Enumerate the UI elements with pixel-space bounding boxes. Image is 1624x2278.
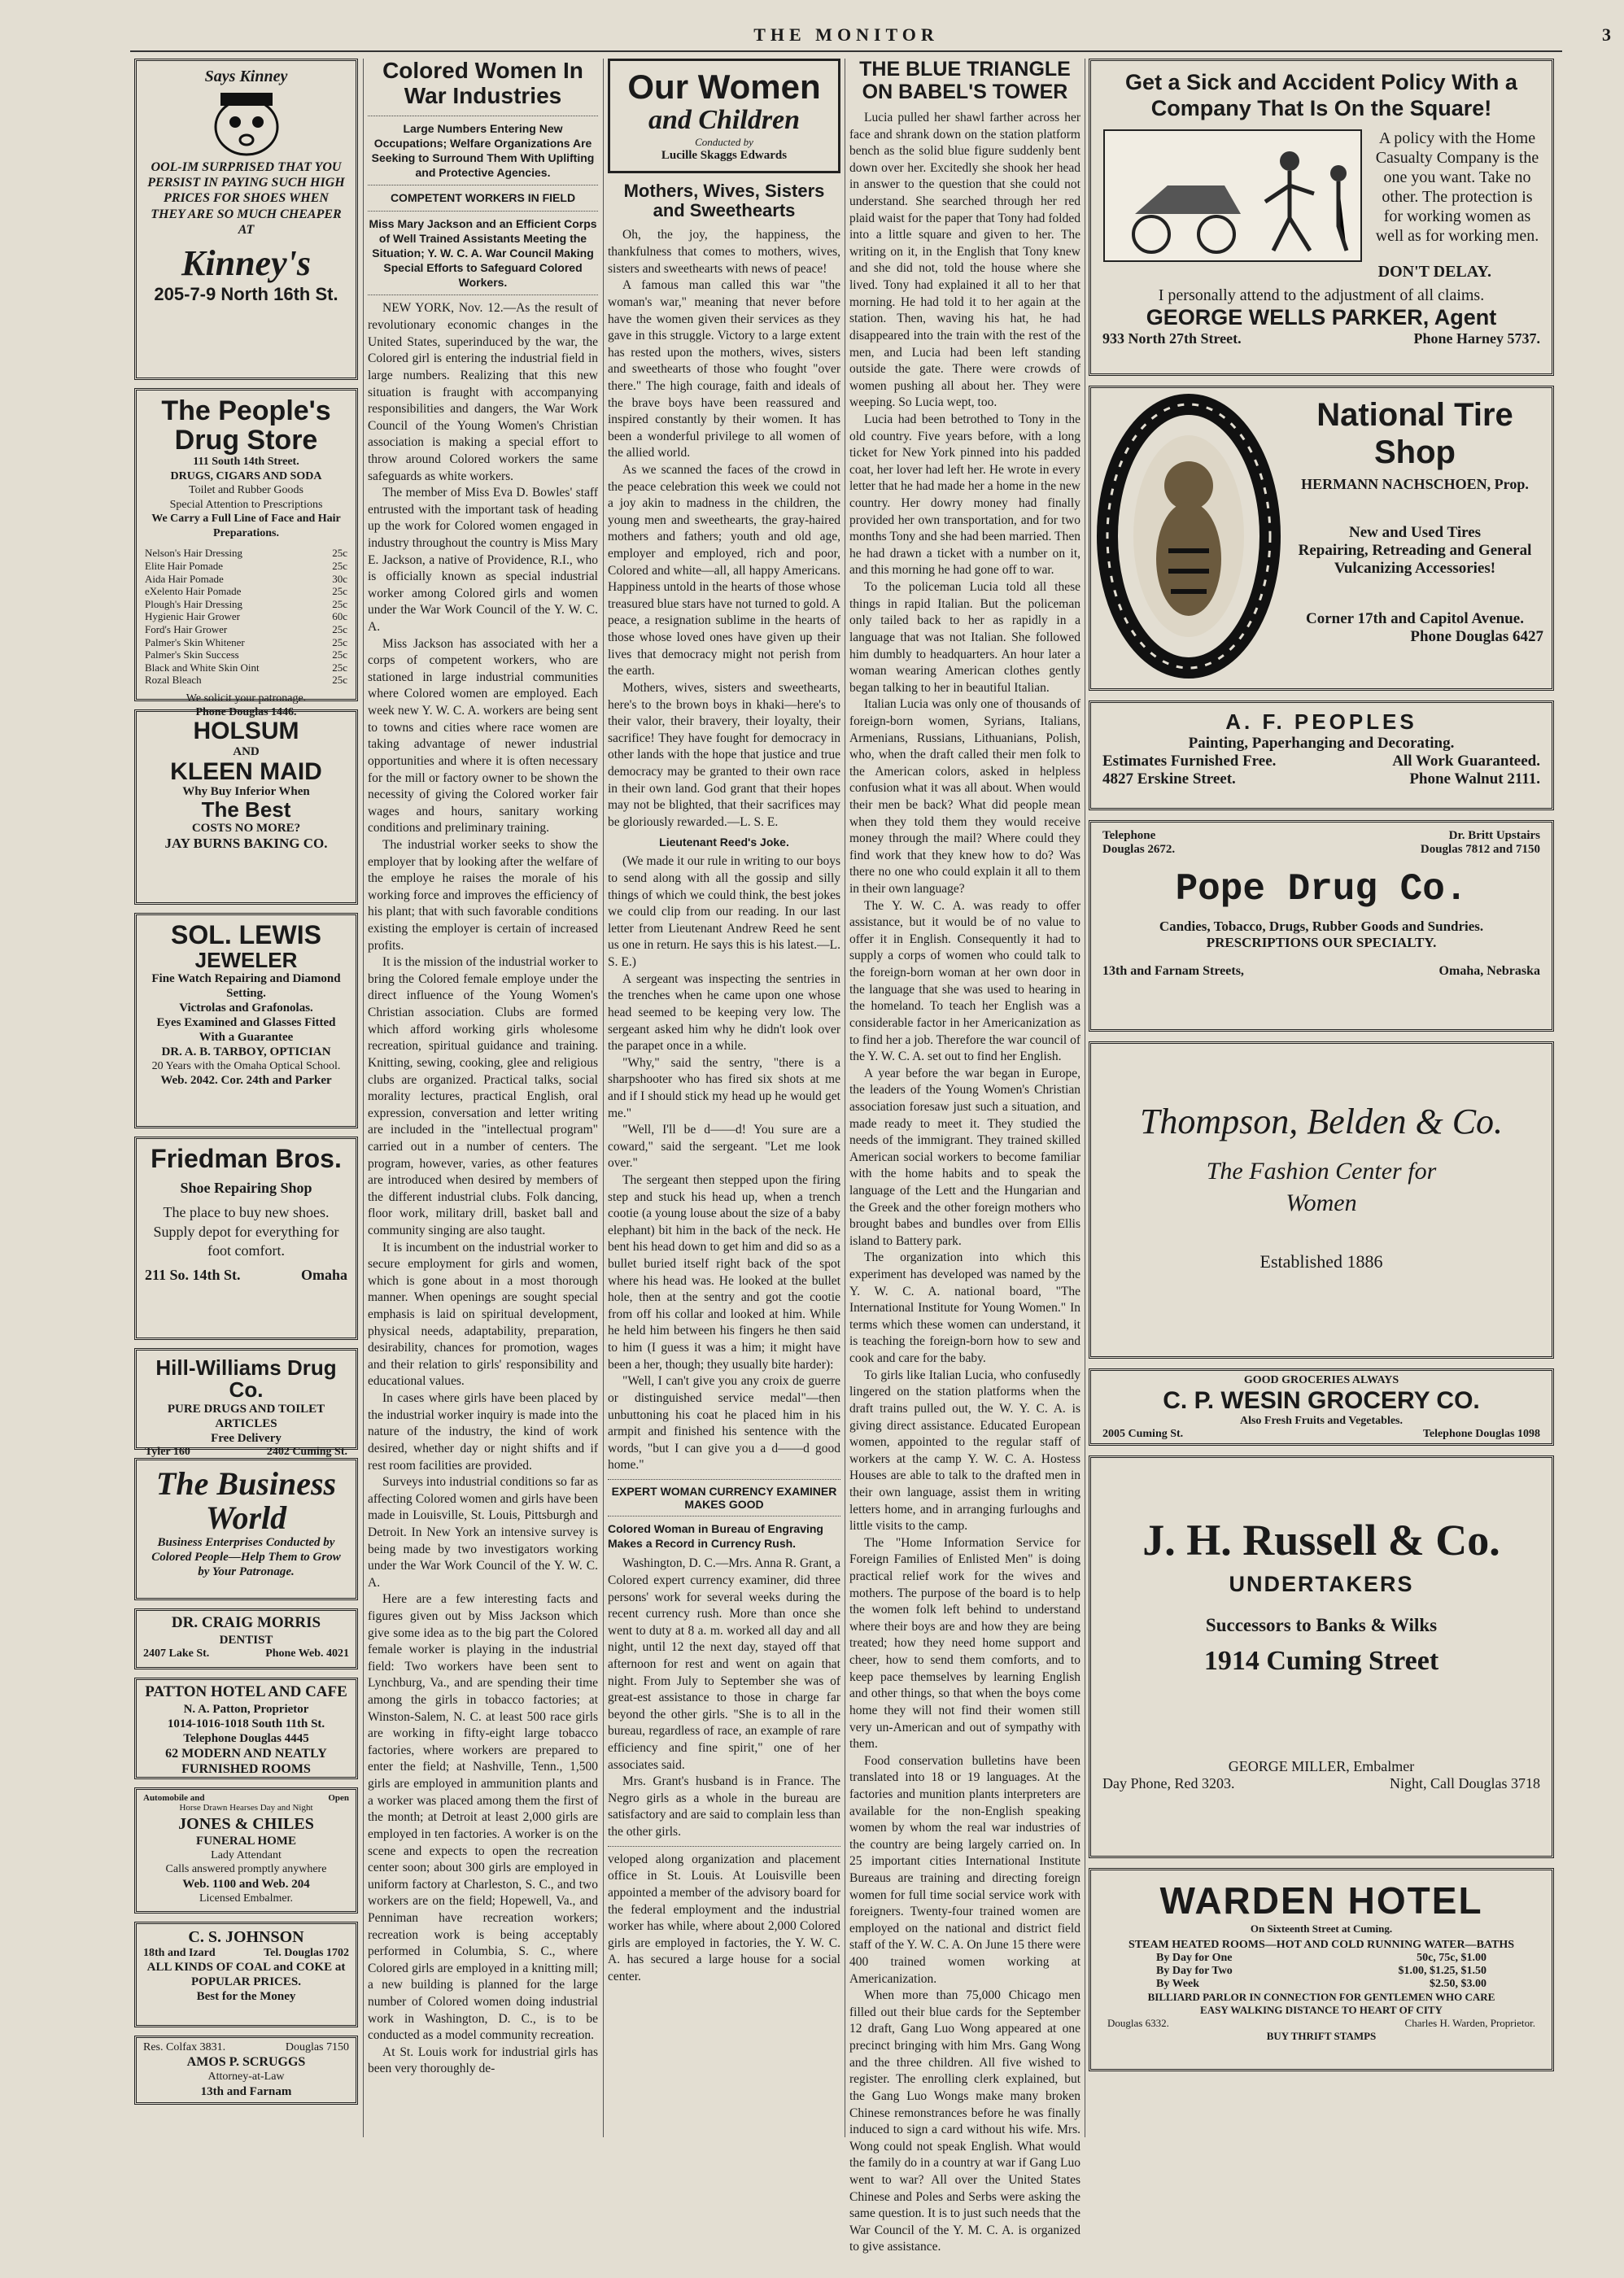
kinney-quote: OOL-IM SURPRISED THAT YOU PERSIST IN PAYING SUCH HIGH PRICES FOR SHOES WHEN THEY ARE SO MUCH CHEAPER AT bbox=[147, 160, 345, 237]
price-item-price: 30c bbox=[332, 572, 347, 585]
craig-morris-dentist: DENTIST bbox=[219, 1633, 273, 1647]
holsum-and: AND bbox=[233, 744, 260, 758]
article-paragraph: Food conservation bulletins have been translated into 18 or 19 languages. At the factories and munition plants interpreters are available for the non-English speaking women by whom the real war industries of the country are being largely carried on. In 25 important cities International Institute Bureaus are training and directing foreign women for full time social service work with foreigners. Twenty-four trained women are employed on the national and district field staff of the Y. W. C. A. On June 15 there were 400 trained women working at Americanization. bbox=[849, 1753, 1080, 1986]
warden-rate-label: By Day for Two bbox=[1156, 1965, 1233, 1977]
jones-chiles-line5: Web. 1100 and Web. 204 bbox=[182, 1877, 310, 1891]
peoples-drug-line2: Toilet and Rubber Goods bbox=[189, 484, 303, 497]
sol-lewis-line3: Fine Watch Repairing and Diamond Setting. bbox=[151, 971, 341, 1000]
article-paragraph: To the policeman Lucia told all these things in rapid Italian. But the policeman only tailed back to her as rapidly in a language that was not Italian. She followed him dumbly to headquarters. An hour later a woman wearing American clothes gently began talking to her in beautiful Italian. bbox=[849, 580, 1080, 695]
russell-night-phone: Night, Call Douglas 3718 bbox=[1390, 1775, 1540, 1791]
warden-location: On Sixteenth Street at Cuming. bbox=[1250, 1922, 1393, 1935]
masthead: THE MONITOR bbox=[753, 24, 939, 45]
parker-agent: GEORGE WELLS PARKER, Agent bbox=[1146, 304, 1497, 329]
pope-tel-label: Telephone bbox=[1102, 829, 1156, 842]
mothers-wives-head: Mothers, Wives, Sisters and Sweethearts bbox=[623, 181, 825, 221]
parker-dont-delay: DON'T DELAY. bbox=[1377, 262, 1491, 281]
ad-george-wells-parker bbox=[1089, 59, 1554, 376]
parker-headline: Get a Sick and Accident Policy With a Company That Is On the Square! bbox=[1125, 70, 1517, 121]
jones-chiles-title: JONES & CHILES bbox=[178, 1814, 314, 1833]
column-rule-2 bbox=[603, 59, 604, 2137]
ad-thompson-belden bbox=[1089, 1041, 1554, 1359]
article-paragraph: Mothers, wives, sisters and sweethearts, here's to the brown boys in khaki—here's to their valor, their bravery, their loyalty, their sacrifice! They have fought for democracy in other lands with the hope that justice and true democracy may be granted to their own race in their own land. God grant that their hopes may not be blighted, that their sacrifices may be gloriously rewarded.—L. S. E. bbox=[608, 680, 840, 829]
price-list-item bbox=[145, 674, 347, 687]
price-item-price: 25c bbox=[332, 648, 347, 661]
column-women-children bbox=[608, 59, 840, 2137]
price-item-price: 25c bbox=[332, 597, 347, 610]
joke-head: Lieutenant Reed's Joke. bbox=[659, 836, 789, 849]
article-war-industries-title: Colored Women In War Industries bbox=[382, 58, 583, 108]
jones-chiles-t0b: Open bbox=[328, 1793, 349, 1803]
article-paragraph: The Y. W. C. A. was ready to offer assistance, but it would be of no value to offer it in English. Consequently it had to supply a corps of women who could talk to the foreign-born woman at her own door in the language that she was used to hearing in the homeland. To teach her English was a considerable factor in her Americanization as to find her a job. Therefore the war council of the Y. W. C. A. set out to find her English. bbox=[849, 898, 1080, 1064]
price-item-price: 25c bbox=[332, 622, 347, 635]
warden-rate-row bbox=[1156, 1952, 1486, 1965]
patton-title: PATTON HOTEL AND CAFE bbox=[145, 1683, 347, 1700]
scruggs-title: AMOS P. SCRUGGS bbox=[186, 2055, 306, 2069]
price-item-name: Nelson's Hair Dressing bbox=[145, 547, 243, 560]
price-item-name: Plough's Hair Dressing bbox=[145, 597, 243, 610]
patton-line4: Telephone Douglas 4445 bbox=[183, 1731, 309, 1745]
article-paragraph: The member of Miss Eva D. Bowles' staff entrusted with the important task of heading up the work for Colored women engaged in industry throughout the country is Miss Mary E. Jackson, a native of Providence, R.I., who is officially known as special industrial worker among Colored girls and women under the War Work Council of the Y. W. C. A. bbox=[368, 486, 598, 635]
article-paragraph: Oh, the joy, the happiness, the thankfulness that comes to mothers, wives, sisters and sweethearts with news of peace! bbox=[608, 228, 840, 276]
johnson-line3: ALL KINDS OF COAL and COKE at POPULAR PRICES. bbox=[146, 1961, 346, 1988]
business-world-tagline: Business Enterprises Conducted by Colored People—Help Them to Grow by Your Patronage. bbox=[151, 1536, 341, 1578]
peoples-drug-footer2: Phone Douglas 1446. bbox=[195, 706, 297, 719]
article-paragraph: A year before the war began in Europe, the leaders of the Young Women's Christian association foresaw just such a situation, and made ready to meet it. They studied the needs of the immigrant. They trained skilled American social workers to become familiar with the home habits and to speak the language of the Lett and the Hungarian and the Greek and the other foreign mothers who brought babes and bundles over from Ellis island to Battery park. bbox=[849, 1066, 1080, 1248]
peoples-drug-address: 111 South 14th Street. bbox=[193, 456, 299, 469]
wesin-title: C. P. WESIN GROCERY CO. bbox=[1163, 1387, 1480, 1414]
divider bbox=[368, 211, 598, 212]
price-item-name: Rozal Bleach bbox=[145, 674, 202, 687]
friedman-title: Friedman Bros. bbox=[151, 1144, 342, 1173]
sol-lewis-line8: Web. 2042. Cor. 24th and Parker bbox=[160, 1074, 332, 1088]
warden-rate-row bbox=[1156, 1978, 1486, 1991]
women-children-title2: and Children bbox=[648, 105, 801, 136]
price-list-item bbox=[145, 610, 347, 623]
johnson-line4: Best for the Money bbox=[196, 1990, 296, 2003]
hill-williams-phone: Tyler 160 bbox=[145, 1445, 190, 1458]
article-war-industries-deck1: Large Numbers Entering New Occupations; Welfare Organizations Are Seeking to Surround Them With Uplifting and Protective Agencies. bbox=[371, 121, 595, 180]
warden-walking: EASY WALKING DISTANCE TO HEART OF CITY bbox=[1200, 2004, 1443, 2016]
ad-kinney bbox=[134, 59, 358, 380]
ad-craig-morris bbox=[134, 1608, 358, 1669]
ad-pope-drug bbox=[1089, 820, 1554, 1032]
tire-shop-prop: HERMANN NACHSCHOEN, Prop. bbox=[1301, 476, 1529, 492]
peoples-guarantee: All Work Guaranteed. bbox=[1392, 753, 1540, 770]
jones-chiles-line2: FUNERAL HOME bbox=[196, 1834, 296, 1848]
article-paragraph: Lucia had been betrothed to Tony in the old country. Five years before, with a long ticket for New York pinned into his padded coat, her lover had left her. He wrote in every letter that he had made her a home in the new country. Her dowry money had finally provided her own transportation, and for two months Tony and she had been married. Then he had drawn a ticket with a number on it, and this morning he had gone off to war. bbox=[849, 412, 1080, 578]
column-blue-triangle bbox=[849, 58, 1080, 2254]
warden-title: WARDEN HOTEL bbox=[1159, 1879, 1483, 1922]
warden-rate-price: 50c, 75c, $1.00 bbox=[1417, 1952, 1486, 1964]
patton-line5: 62 MODERN AND NEATLY FURNISHED ROOMS bbox=[165, 1746, 327, 1776]
price-list-item bbox=[145, 598, 347, 611]
price-item-price: 25c bbox=[332, 547, 347, 560]
price-list-item bbox=[145, 661, 347, 674]
blue-triangle-body bbox=[849, 110, 1080, 2256]
page-header bbox=[130, 24, 1611, 49]
peoples-drug-line4: We Carry a Full Line of Face and Hair Preparations. bbox=[151, 513, 341, 539]
article-paragraph: It is the mission of the industrial worker to bring the Colored female employe under the direct influence of the Young Women's Christian association. Clubs are formed which afford working girls wholesome recreation, spiritual guidance and training. Knitting, sewing, cooking, glee and religious clubs are organized. Practical talks, social morality lectures, practical English, oral expression, conversation and letter writing are included in the "intellectual program" carried out in a number of centers. The program, however, varies, as other features are introduced when desired by members of the different industrial clubs. Folk dancing, floor work, military drill, basket ball and community singing are also taught. bbox=[368, 955, 598, 1237]
peoples-drug-footer1: We solicit your patronage. bbox=[186, 692, 307, 705]
price-list bbox=[145, 547, 347, 687]
sol-lewis-title: SOL. LEWIS bbox=[171, 920, 321, 949]
warden-rate-price: $1.00, $1.25, $1.50 bbox=[1398, 1965, 1486, 1977]
patton-line2: N. A. Patton, Proprietor bbox=[183, 1702, 309, 1716]
price-item-name: Palmer's Skin Whitener bbox=[145, 635, 245, 648]
ad-patton-hotel bbox=[134, 1678, 358, 1779]
women-children-editor: Lucille Skaggs Edwards bbox=[661, 149, 788, 163]
ad-holsum bbox=[134, 709, 358, 905]
sol-lewis-line6: DR. A. B. TARBOY, OPTICIAN bbox=[161, 1045, 331, 1058]
article-paragraph: NEW YORK, Nov. 12.—As the result of revolutionary economic changes in the United States, superinduced by the war, the Colored girl is entering the industrial field in large numbers. Realizing that this new situation is fraught with accompanying responsibilities and dangers, the War Work Council of the Young Women's Christian association is making a special effort to throw around Colored workers the same safeguards as white workers. bbox=[368, 301, 598, 483]
article-paragraph: Here are a few interesting facts and figures given out by Miss Jackson which give some idea as to the big part the Colored female worker is playing in the industrial field: Two workers have been sent to Lynchburg, Va., and are spending their time among the girls in tobacco factories; at Winston-Salem, N. C. at least 500 race girls are working in fifty-eight large tobacco factories, where workers are prepared to enter the field; at Nashville, Tenn., 1,500 girls are employed in ammunition plants and a worker was placed among them the first of the month; at Detroit at least 2,000 girls are employed in ten factories. A worker is on the scene and expects to open the recreation center soon; about 300 girls are employed in uniform factory at Charleston, S. C., and two workers are on the field; Hopewell, Va., and Penniman have recreation workers; recreation work is being acceptably performed in Columbia, S. C., where Colored girls are employed in a knitting mill; a new building is planned for the large number of Colored women doing industrial work in Washington, D. C., is to be conducted as a model community recreation. bbox=[368, 1592, 598, 2043]
price-item-price: 25c bbox=[332, 635, 347, 648]
scruggs-line2: Attorney-at-Law bbox=[207, 2071, 285, 2084]
warden-billiard: BILLIARD PARLOR IN CONNECTION FOR GENTLEMEN WHO CARE bbox=[1147, 1991, 1495, 2003]
joke-body bbox=[608, 853, 840, 1474]
price-item-price: 25c bbox=[332, 559, 347, 572]
peoples-drug-line1: DRUGS, CIGARS AND SODA bbox=[170, 469, 322, 482]
women-children-title1: Our Women bbox=[627, 68, 821, 106]
ad-national-tire-shop bbox=[1089, 386, 1554, 691]
price-item-name: Hygienic Hair Grower bbox=[145, 610, 240, 623]
tire-shop-phone: Phone Douglas 6427 bbox=[1410, 628, 1543, 645]
price-item-name: eXelento Hair Pomade bbox=[145, 585, 242, 598]
patton-line3: 1014-1016-1018 South 11th St. bbox=[167, 1717, 325, 1730]
article-paragraph: It is incumbent on the industrial worker to secure employment for girls and women, which is gone about in a most thorough manner. When openings are sought special emphasis is laid on spiritual development, physical needs, adaptability, preparation, desirability, chances for promotion, wages and their relation to girls' responsibility and educational values. bbox=[368, 1240, 598, 1389]
ad-business-world bbox=[134, 1458, 358, 1600]
jones-chiles-line3: Lady Attendant bbox=[211, 1848, 282, 1861]
johnson-address: 18th and Izard bbox=[143, 1947, 216, 1959]
ad-hill-williams bbox=[134, 1348, 358, 1458]
warden-rate-label: By Week bbox=[1156, 1978, 1200, 1990]
friedman-address: 211 So. 14th St. bbox=[145, 1267, 241, 1284]
craig-morris-address: 2407 Lake St. bbox=[143, 1647, 210, 1660]
ad-scruggs bbox=[134, 2036, 358, 2105]
pope-address: 13th and Farnam Streets, bbox=[1102, 964, 1244, 978]
price-item-name: Palmer's Skin Success bbox=[145, 648, 239, 661]
peoples-phone: Phone Walnut 2111. bbox=[1409, 770, 1540, 788]
scruggs-phone: Douglas 7150 bbox=[285, 2041, 349, 2053]
kinney-address: 205-7-9 North 16th St. bbox=[154, 283, 338, 304]
article-paragraph: "Well, I can't give you any croix de guerre or distinguished service medal"—then unbuttoning his coat he placed him in his armpit and finished his sentence with the words, "but I can give you a d——d good home." bbox=[608, 1374, 840, 1473]
craig-morris-title: DR. CRAIG MORRIS bbox=[171, 1614, 321, 1631]
holsum-line7: JAY BURNS BAKING CO. bbox=[164, 836, 328, 852]
price-item-price: 25c bbox=[332, 674, 347, 687]
article-paragraph: As we scanned the faces of the crowd in the peace celebration this week we could not a joy akin to madness in the children, the young men and sweethearts, the gray-haired mothers and fathers; youth and old age, employer and employed, rich and poor, Colored and white—all, all happy Americans. Happiness untold in the hearts of those whose treasured blue stars have not turned to gold. A peace, a resignation sublime in the hearts of those whose loved ones have given up their lives that democracy might not perish from the earth. bbox=[608, 463, 840, 679]
russell-address: 1914 Cuming Street bbox=[1203, 1646, 1439, 1676]
thompson-title: Thompson, Belden & Co. bbox=[1139, 1102, 1504, 1141]
header-rule bbox=[130, 50, 1562, 52]
article-paragraph: Surveys into industrial conditions so far as affecting Colored women and girls have been made in Louisville, St. Louis, Pittsburgh and Detroit. In New York an intensive survey is being made by two investigators working under the War Work Council of the Y. W. C. A. bbox=[368, 1475, 598, 1590]
parker-line4: I personally attend to the adjustment of all claims. bbox=[1158, 286, 1485, 304]
kinney-face-illustration bbox=[198, 86, 295, 159]
price-list-item bbox=[145, 623, 347, 636]
article-paragraph: The "Home Information Service for Foreign Families of Enlisted Men" is doing practical relief work for the wives and mothers. The purpose of the board is to help the women folk left behind to understand where their boys are and how they are being treated; how they need home support and cheer, how to send them comforts, and to keep pace themselves by learning English and other things, so that when the boys come home they will not find their women still very un-American and out of sympathy with them. bbox=[849, 1535, 1080, 1752]
price-list-item bbox=[145, 636, 347, 649]
parker-phone: Phone Harney 5737. bbox=[1413, 329, 1540, 347]
ad-sol-lewis bbox=[134, 913, 358, 1128]
article-paragraph: (We made it our rule in writing to our boys to send along with all the gossip and silly things of which we could think, the best jokes we could clip from our reading. In our last letter from Lieutenant Andrew Reed he sent us one in return. He says this is his latest.—L. S. E.) bbox=[608, 854, 840, 970]
holsum-title: HOLSUM bbox=[193, 718, 299, 744]
ad-wesin-grocery bbox=[1089, 1368, 1554, 1446]
warden-rate-price: $2.50, $3.00 bbox=[1430, 1978, 1486, 1990]
hill-williams-title: Hill-Williams Drug Co. bbox=[155, 1355, 337, 1403]
kinney-says: Says Kinney bbox=[204, 68, 288, 85]
friedman-subtitle: Shoe Repairing Shop bbox=[180, 1179, 312, 1196]
column-ads-right bbox=[1089, 59, 1554, 2081]
women-children-conducted-by: Conducted by bbox=[695, 136, 753, 149]
thompson-tagline: The Fashion Center for Women bbox=[1206, 1158, 1437, 1216]
pope-dr-britt: Dr. Britt Upstairs bbox=[1448, 829, 1540, 842]
pope-city: Omaha, Nebraska bbox=[1438, 964, 1540, 978]
parker-body: A policy with the Home Casualty Company is the one you want. Take no other. The protection is for working women as well as for working men. bbox=[1375, 129, 1539, 245]
scruggs-line3: 13th and Farnam bbox=[200, 2084, 292, 2098]
article-paragraph: Mrs. Grant's husband is in France. The Negro girls as a whole in the bureau are satisfactory and are said to complain less than the other girls. bbox=[608, 1774, 840, 1839]
price-item-price: 25c bbox=[332, 661, 347, 674]
russell-undertakers: UNDERTAKERS bbox=[1229, 1572, 1414, 1596]
warden-rates bbox=[1107, 1952, 1535, 1991]
peoples-drug-title: The People's Drug Store bbox=[161, 395, 331, 456]
divider bbox=[608, 1846, 840, 1847]
price-item-name: Black and White Skin Oint bbox=[145, 661, 260, 674]
blue-triangle-head2: ON BABEL'S TOWER bbox=[862, 80, 1068, 103]
russell-embalmer: GEORGE MILLER, Embalmer bbox=[1228, 1758, 1415, 1774]
russell-title: J. H. Russell & Co. bbox=[1142, 1516, 1500, 1564]
jones-chiles-line6: Licensed Embalmer. bbox=[199, 1892, 294, 1905]
article-war-industries-deck2: COMPETENT WORKERS IN FIELD bbox=[390, 191, 576, 205]
kleen-maid-title: KLEEN MAID bbox=[170, 757, 322, 785]
article-paragraph: Lucia pulled her shawl farther across her face and shrank down on the station platform bench as the solid blue figure suddenly bent down over her. Excitedly she shook her head in answer to the question that she could not understand. She searched through her red plaid waist for the paper that Tony had folded into a little square and given to her. The writing on it, in the English that Tony knew and she did not, told the house where she lived. Tony had explained it all to her that morning. He had told it to her again at the station. Then, waving his hat, he had disappeared into the train with the rest of the men, and Lucia had been left standing outside the gate. There were crowds of women pushing all about her. They were weeping. So Lucia wept, too. bbox=[849, 111, 1080, 410]
hill-williams-line2: PURE DRUGS AND TOILET ARTICLES bbox=[167, 1402, 325, 1430]
page-number: 3 bbox=[1602, 24, 1611, 45]
hill-williams-line3: Free Delivery bbox=[211, 1431, 282, 1445]
wesin-address: 2005 Cuming St. bbox=[1102, 1428, 1184, 1440]
price-list-item bbox=[145, 560, 347, 573]
article-paragraph: A famous man called this war "the woman's war," meaning that never before have the women given their services as they gave in this struggle. Victory to a large extent has rested upon the mothers, wives, sisters and sweethearts of those who fought "over there." The high courage, faith and ideals of the brave boys have been reassured and inspired constantly by their women. It has been a wonderful privilege to all women of the allied world. bbox=[608, 278, 840, 460]
article-paragraph: Washington, D. C.—Mrs. Anna R. Grant, a Colored expert currency examiner, did three persons' work for several weeks during the recent currency rush. More than once she went to duty at 8 a. m. worked all day and all night, until 12 the next day, stayed off that afternoon for rest and went on again that night. From July to September she was of great-est assistance to those in charge far beyond the other girls. "She is to all in the bureau, regardless of race, an example of rare efficiency and fine spirit," one of her associates said. bbox=[608, 1556, 840, 1772]
sol-lewis-line4: Victrolas and Grafonolas. bbox=[179, 1001, 313, 1015]
article-paragraph: "Why," said the sentry, "there is a sharpshooter who has fired six shots at me and if I should stick my head up he would get me." bbox=[608, 1055, 840, 1120]
friedman-body: The place to buy new shoes. Supply depot for everything for foot comfort. bbox=[153, 1204, 339, 1259]
pope-line3: PRESCRIPTIONS OUR SPECIALTY. bbox=[1206, 935, 1437, 950]
peoples-drug-line3: Special Attention to Prescriptions bbox=[169, 498, 323, 511]
price-item-name: Aida Hair Pomade bbox=[145, 572, 224, 585]
russell-successors: Successors to Banks & Wilks bbox=[1205, 1615, 1438, 1635]
price-list-item bbox=[145, 585, 347, 598]
ad-jones-chiles bbox=[134, 1787, 358, 1914]
price-item-name: Ford's Hair Grower bbox=[145, 622, 228, 635]
ad-warden-hotel bbox=[1089, 1868, 1554, 2071]
warden-rooms: STEAM HEATED ROOMS—HOT AND COLD RUNNING WATER—BATHS bbox=[1129, 1939, 1514, 1951]
article-war-industries-body bbox=[368, 300, 598, 2078]
article-war-industries-deck3: Miss Mary Jackson and an Efficient Corps of Well Trained Assistants Meeting the Situation; Y. W. C. A. War Council Making Special Efforts to Safeguard Colored Workers. bbox=[369, 216, 597, 290]
article-paragraph: "Well, I'll be d——d! You sure are a coward," said the sergeant. "Let me look over." bbox=[608, 1123, 840, 1171]
tire-tiger-illustration bbox=[1099, 396, 1278, 677]
article-paragraph: The industrial worker seeks to show the employer that by looking after the welfare of the employe he raises the morale of his working force and improves the efficiency of his plant; that with such favorable conditions existing the employer is certain of increased profits. bbox=[368, 837, 598, 953]
tire-shop-line3: New and Used Tires bbox=[1348, 524, 1482, 541]
column-article-war-industries bbox=[368, 59, 598, 2137]
wesin-line0: GOOD GROCERIES ALWAYS bbox=[1243, 1374, 1399, 1386]
johnson-title: C. S. JOHNSON bbox=[188, 1928, 304, 1946]
warden-prop: Charles H. Warden, Proprietor. bbox=[1404, 2017, 1535, 2029]
hill-williams-address: 2402 Cuming St. bbox=[266, 1445, 347, 1458]
price-list-item bbox=[145, 573, 347, 586]
blue-triangle-head1: THE BLUE TRIANGLE bbox=[859, 58, 1071, 81]
tire-shop-title: National Tire Shop bbox=[1316, 397, 1513, 470]
accident-illustration bbox=[1102, 129, 1363, 263]
pope-line2: Candies, Tobacco, Drugs, Rubber Goods and Sundries. bbox=[1159, 919, 1484, 934]
jones-chiles-t0c: Horse Drawn Hearses Day and Night bbox=[179, 1803, 313, 1813]
jones-chiles-line4: Calls answered promptly anywhere bbox=[165, 1863, 327, 1876]
ad-cs-johnson bbox=[134, 1922, 358, 2027]
warden-thrift: BUY THRIFT STAMPS bbox=[1266, 2030, 1377, 2042]
tire-shop-line4: Repairing, Retreading and General Vulcanizing Accessories! bbox=[1298, 542, 1532, 577]
pope-dr-britt-phone: Douglas 7812 and 7150 bbox=[1420, 843, 1540, 856]
article-paragraph: A sergeant was inspecting the sentries in the trenches when he came upon one whose head seemed to be keeping very low. The sergeant asked him why he didn't look over the parapet once in a while. bbox=[608, 971, 840, 1054]
peoples-estimates: Estimates Furnished Free. bbox=[1102, 753, 1277, 770]
sol-lewis-line5: Eyes Examined and Glasses Fitted With a Guarantee bbox=[156, 1015, 336, 1044]
currency-body bbox=[608, 1556, 840, 1840]
article-paragraph: Italian Lucia was only one of thousands of foreign-born women, Syrians, Italians, Armenians, Russians, Lithuanians, Polish, who, when the draft called their men folk to the American colors, asked in helpless confusion what it was all about. When would their men be back? What did people mean when they told them they would receive money through the mail? Where could they find work that they knew how to do? Was there no one who could explain it all to them in their own language? bbox=[849, 697, 1080, 897]
warden-rate-row bbox=[1156, 1965, 1486, 1978]
pope-tel: Douglas 2672. bbox=[1102, 843, 1176, 856]
article-paragraph: At St. Louis work for industrial girls has been very thoroughly de- bbox=[368, 2045, 598, 2076]
article-paragraph: The organization into which this experiment has developed was named by the Y. W. C. A. national board, "The International Institute for Young Women." In terms which these women can understand, it is teaching the foreign-born how to sew and cook and care for the baby. bbox=[849, 1250, 1080, 1366]
article-paragraph: To girls like Italian Lucia, who confusedly lingered on the station platforms when the draft trains pulled out, the W. Y. C. A. is giving direct assistance. Educated European women, appointed to the regular staff of workers at the camp Y. W. C. A. Hostess Houses are able to talk to the drafted men in their own language, assist them in writing letters home, and in arranging furloughs and little visits to the camp. bbox=[849, 1368, 1080, 1534]
sol-lewis-jeweler: JEWELER bbox=[194, 947, 298, 972]
peoples-line2: Painting, Paperhanging and Decorating. bbox=[1188, 735, 1455, 752]
war-industries-continued: veloped along organization and placement office in St. Louis. At Louisville been appointed a member of the advisory board for the federal employment and the industrial worker has while, where about 2,000 Colored girls are employed in factories, the Y. W. C. A. has secured a large house for a social center. bbox=[608, 1852, 840, 1983]
johnson-phone: Tel. Douglas 1702 bbox=[264, 1947, 349, 1959]
thompson-established: Established 1886 bbox=[1259, 1251, 1383, 1272]
scruggs-res: Res. Colfax 3831. bbox=[143, 2041, 226, 2053]
price-list-item bbox=[145, 547, 347, 560]
holsum-line6: COSTS NO MORE? bbox=[191, 822, 301, 836]
price-list-item bbox=[145, 648, 347, 661]
currency-deck: Colored Woman in Bureau of Engraving Makes a Record in Currency Rush. bbox=[608, 1521, 823, 1551]
warden-phone: Douglas 6332. bbox=[1107, 2017, 1169, 2029]
kinney-brand: Kinney's bbox=[181, 242, 311, 283]
column-ads-left bbox=[134, 59, 358, 2113]
price-item-price: 60c bbox=[332, 610, 347, 623]
russell-day-phone: Day Phone, Red 3203. bbox=[1102, 1775, 1235, 1791]
ad-jh-russell bbox=[1089, 1455, 1554, 1858]
warden-rate-label: By Day for One bbox=[1156, 1952, 1233, 1964]
peoples-address: 4827 Erskine Street. bbox=[1102, 770, 1236, 788]
mothers-wives-body bbox=[608, 227, 840, 831]
tire-shop-address: Corner 17th and Capitol Avenue. bbox=[1306, 610, 1524, 627]
holsum-line5: The Best bbox=[201, 797, 291, 822]
wesin-line2: Also Fresh Fruits and Vegetables. bbox=[1239, 1415, 1404, 1427]
ad-peoples-drug-store bbox=[134, 388, 358, 719]
wesin-phone: Telephone Douglas 1098 bbox=[1422, 1428, 1540, 1440]
business-world-title: The Business World bbox=[155, 1465, 337, 1536]
price-item-name: Elite Hair Pomade bbox=[145, 559, 224, 572]
craig-morris-phone: Phone Web. 4021 bbox=[265, 1647, 349, 1660]
currency-head: EXPERT WOMAN CURRENCY EXAMINER MAKES GOOD bbox=[611, 1484, 837, 1511]
article-paragraph: In cases where girls have been placed by the industrial worker inquiry is made into the nature of the industry, the kind of work desired, whether day or night shifts and if rest room facilities are provided. bbox=[368, 1391, 598, 1473]
sol-lewis-line7: 20 Years with the Omaha Optical School. bbox=[151, 1059, 341, 1072]
article-paragraph: The sergeant then stepped upon the firing step and stuck his head up, when a trench cootie (a young louse about the size of a baby elephant) bit him in the back of the neck. He bent his head down to get him and did so as a bullet buried itself right back of the spot where his head was. He looked at the bullet hole, then at the sentry and got the cootie from off his collar and looked at him. While he held him between his fingers he then said to him (I guess it was a him; it might have been a her, though; they usually bite harder): bbox=[608, 1172, 840, 1372]
ad-af-peoples bbox=[1089, 700, 1554, 810]
holsum-line4: Why Buy Inferior When bbox=[182, 785, 310, 798]
friedman-city: Omaha bbox=[300, 1267, 347, 1284]
article-paragraph: When more than 75,000 Chicago men filled out their blue cards for the September 12 draft, Gang Luo Wong appeared at one precinct bringing with him Mrs. Gang Wong and the three children. All five wished to register. The enrolling clerk explained, but the Gang Luo Wongs make many broken Chinese remonstrances before he was finally induced to sign a card without his wife. Mrs. Wong could not speak English. What would the family do in a country at war if Gang Luo went to war? All over the United States Chinese and Poles and Serbs were asking the same question. It is to just such needs that the War Council of the Y. M. C. A. is organized to give assistance. bbox=[849, 1988, 1080, 2254]
divider bbox=[608, 1479, 840, 1480]
article-paragraph: Miss Jackson has associated with her a corps of competent workers, who are stationed in large industrial communities where Colored women are employed. Each week new Y. W. C. A. workers are being sent to towns and cities where race women are taking advantage of newer industrial opportunities and where it is often necessary for the mill or factory owner to be shown the necessity of giving the Colored worker fair wages and hours, sanitary working conditions and preliminary training. bbox=[368, 636, 598, 836]
pope-title: Pope Drug Co. bbox=[1175, 868, 1468, 910]
parker-address: 933 North 27th Street. bbox=[1102, 329, 1242, 347]
jones-chiles-t0a: Automobile and bbox=[143, 1793, 205, 1803]
ad-friedman-bros bbox=[134, 1137, 358, 1340]
peoples-title: A. F. PEOPLES bbox=[1225, 709, 1417, 734]
column-rule-1 bbox=[363, 59, 364, 2137]
price-item-price: 25c bbox=[332, 585, 347, 598]
women-children-masthead bbox=[608, 59, 840, 173]
